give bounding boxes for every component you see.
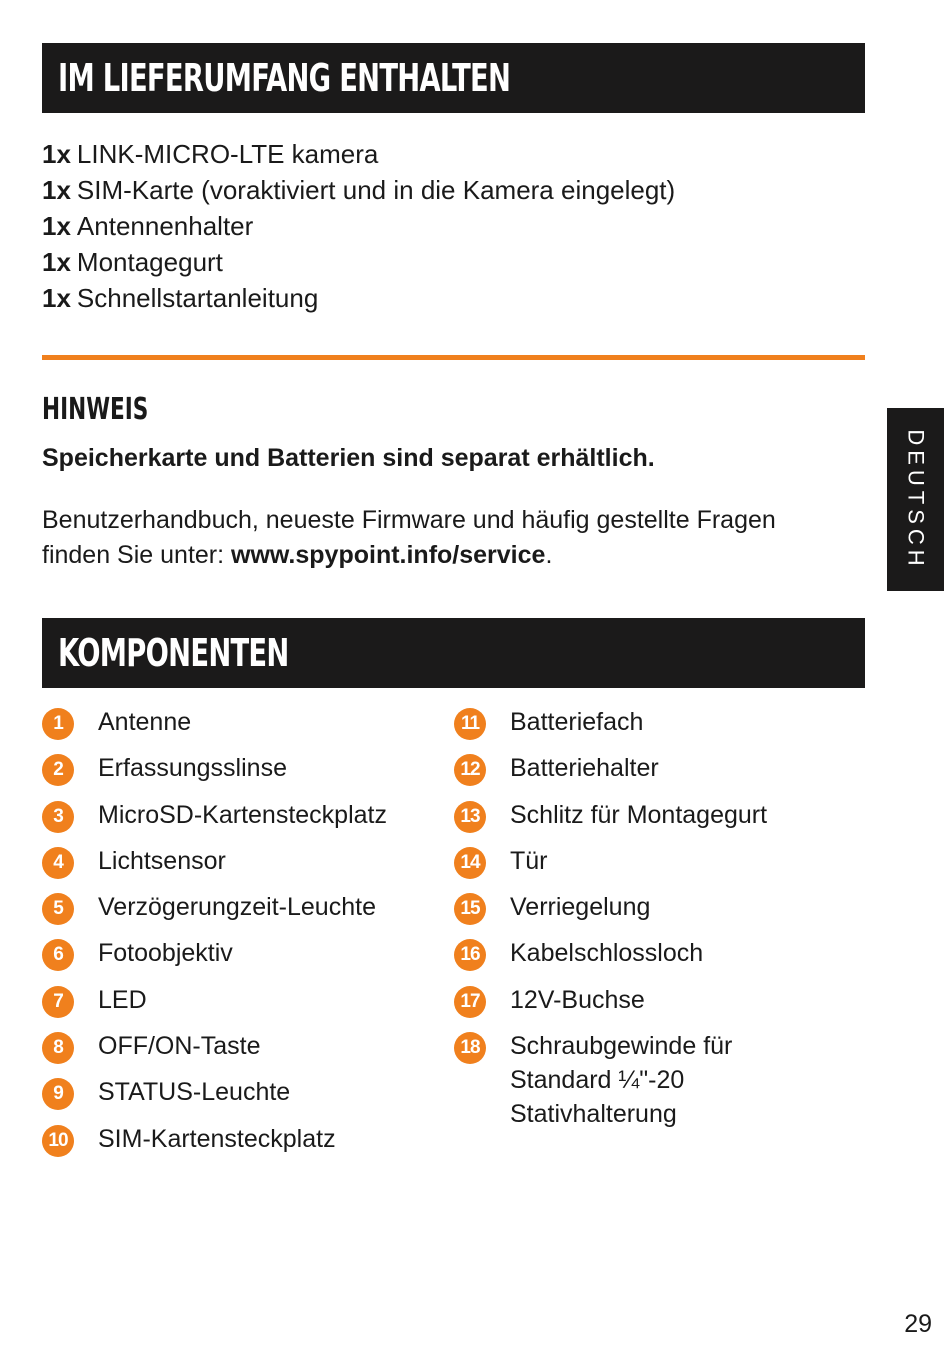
number-badge: 3 (42, 801, 74, 833)
component-item (454, 798, 854, 844)
number-badge: 14 (454, 847, 486, 879)
number-badge: 5 (42, 893, 74, 925)
quantity: 1x (42, 211, 71, 241)
component-item (42, 798, 442, 844)
contents-title: IM LIEFERUMFANG ENTHALTEN (58, 56, 511, 100)
number-badge: 1 (42, 708, 74, 740)
note-bold-line: Speicherkarte und Batterien sind separat erhältlich. (42, 444, 655, 472)
note-text-before: Benutzerhandbuch, neueste Firmware und häufig gestellte Fragen finden Sie unter: (42, 506, 776, 569)
number-badge: 12 (454, 754, 486, 786)
component-item (42, 983, 442, 1029)
contents-banner (42, 43, 865, 113)
component-item (42, 844, 442, 890)
component-label: Verzögerungzeit-Leuchte (98, 893, 376, 922)
component-item (42, 705, 442, 751)
component-label: Batteriehalter (510, 754, 659, 783)
component-label: LED (98, 985, 147, 1014)
language-tab-label: DEUTSCH (903, 428, 929, 571)
service-link[interactable]: www.spypoint.info/service (231, 541, 546, 569)
number-badge: 13 (454, 801, 486, 833)
number-badge: 6 (42, 939, 74, 971)
component-label: Schlitz für Montagegurt (510, 800, 768, 829)
components-title: KOMPONENTEN (58, 631, 289, 675)
component-item (42, 936, 442, 982)
component-label: Kabelschlossloch (510, 939, 704, 968)
language-tab (887, 408, 944, 591)
components-banner (42, 618, 865, 688)
list-item (42, 244, 675, 280)
component-item (454, 983, 854, 1029)
quantity: 1x (42, 139, 71, 169)
number-badge: 2 (42, 754, 74, 786)
component-item (454, 1029, 854, 1129)
component-label: Verriegelung (510, 893, 651, 922)
component-label: Fotoobjektiv (98, 939, 233, 968)
item-text: SIM-Karte (voraktiviert und in die Kamera eingelegt) (76, 175, 676, 205)
component-label: Lichtsensor (98, 846, 226, 875)
component-label: OFF/ON-Taste (98, 1032, 261, 1061)
item-text: Antennenhalter (76, 211, 254, 241)
number-badge: 18 (454, 1032, 486, 1064)
component-item (454, 705, 854, 751)
component-label: Schraubgewinde für Standard ¼"-20 Stativhalterung (510, 1032, 733, 1129)
list-item (42, 208, 675, 244)
component-label: Erfassungsslinse (98, 754, 287, 783)
page-number: 29 (904, 1310, 932, 1338)
item-text: Schnellstartanleitung (76, 283, 319, 313)
number-badge: 9 (42, 1078, 74, 1110)
list-item (42, 280, 675, 316)
section-divider (42, 355, 865, 360)
component-item (454, 890, 854, 936)
quantity: 1x (42, 247, 71, 277)
number-badge: 11 (454, 708, 486, 740)
note-heading: HINWEIS (42, 392, 149, 427)
component-item (454, 751, 854, 797)
component-label: 12V-Buchse (510, 985, 645, 1014)
list-item (42, 136, 675, 172)
component-item (454, 844, 854, 890)
number-badge: 15 (454, 893, 486, 925)
component-item (42, 1029, 442, 1075)
contents-list (42, 136, 675, 316)
number-badge: 10 (42, 1125, 74, 1157)
number-badge: 8 (42, 1032, 74, 1064)
number-badge: 7 (42, 986, 74, 1018)
components-list-right (454, 705, 854, 1129)
component-item (42, 1075, 442, 1121)
number-badge: 17 (454, 986, 486, 1018)
component-label: STATUS-Leuchte (98, 1078, 291, 1107)
item-text: Montagegurt (76, 247, 223, 277)
note-text (42, 503, 842, 573)
component-item (42, 1122, 442, 1168)
component-label: Batteriefach (510, 708, 644, 736)
component-label: Tür (510, 846, 548, 875)
component-item (42, 890, 442, 936)
list-item (42, 172, 675, 208)
quantity: 1x (42, 283, 71, 313)
component-label: MicroSD-Kartensteckplatz (98, 800, 387, 829)
quantity: 1x (42, 175, 71, 205)
component-item (42, 751, 442, 797)
number-badge: 16 (454, 939, 486, 971)
component-item (454, 936, 854, 982)
item-text: LINK-MICRO-LTE kamera (76, 139, 379, 169)
note-text-after: . (545, 541, 553, 569)
component-label: Antenne (98, 708, 192, 736)
components-list-left (42, 705, 442, 1168)
component-label: SIM-Kartensteckplatz (98, 1124, 336, 1153)
number-badge: 4 (42, 847, 74, 879)
